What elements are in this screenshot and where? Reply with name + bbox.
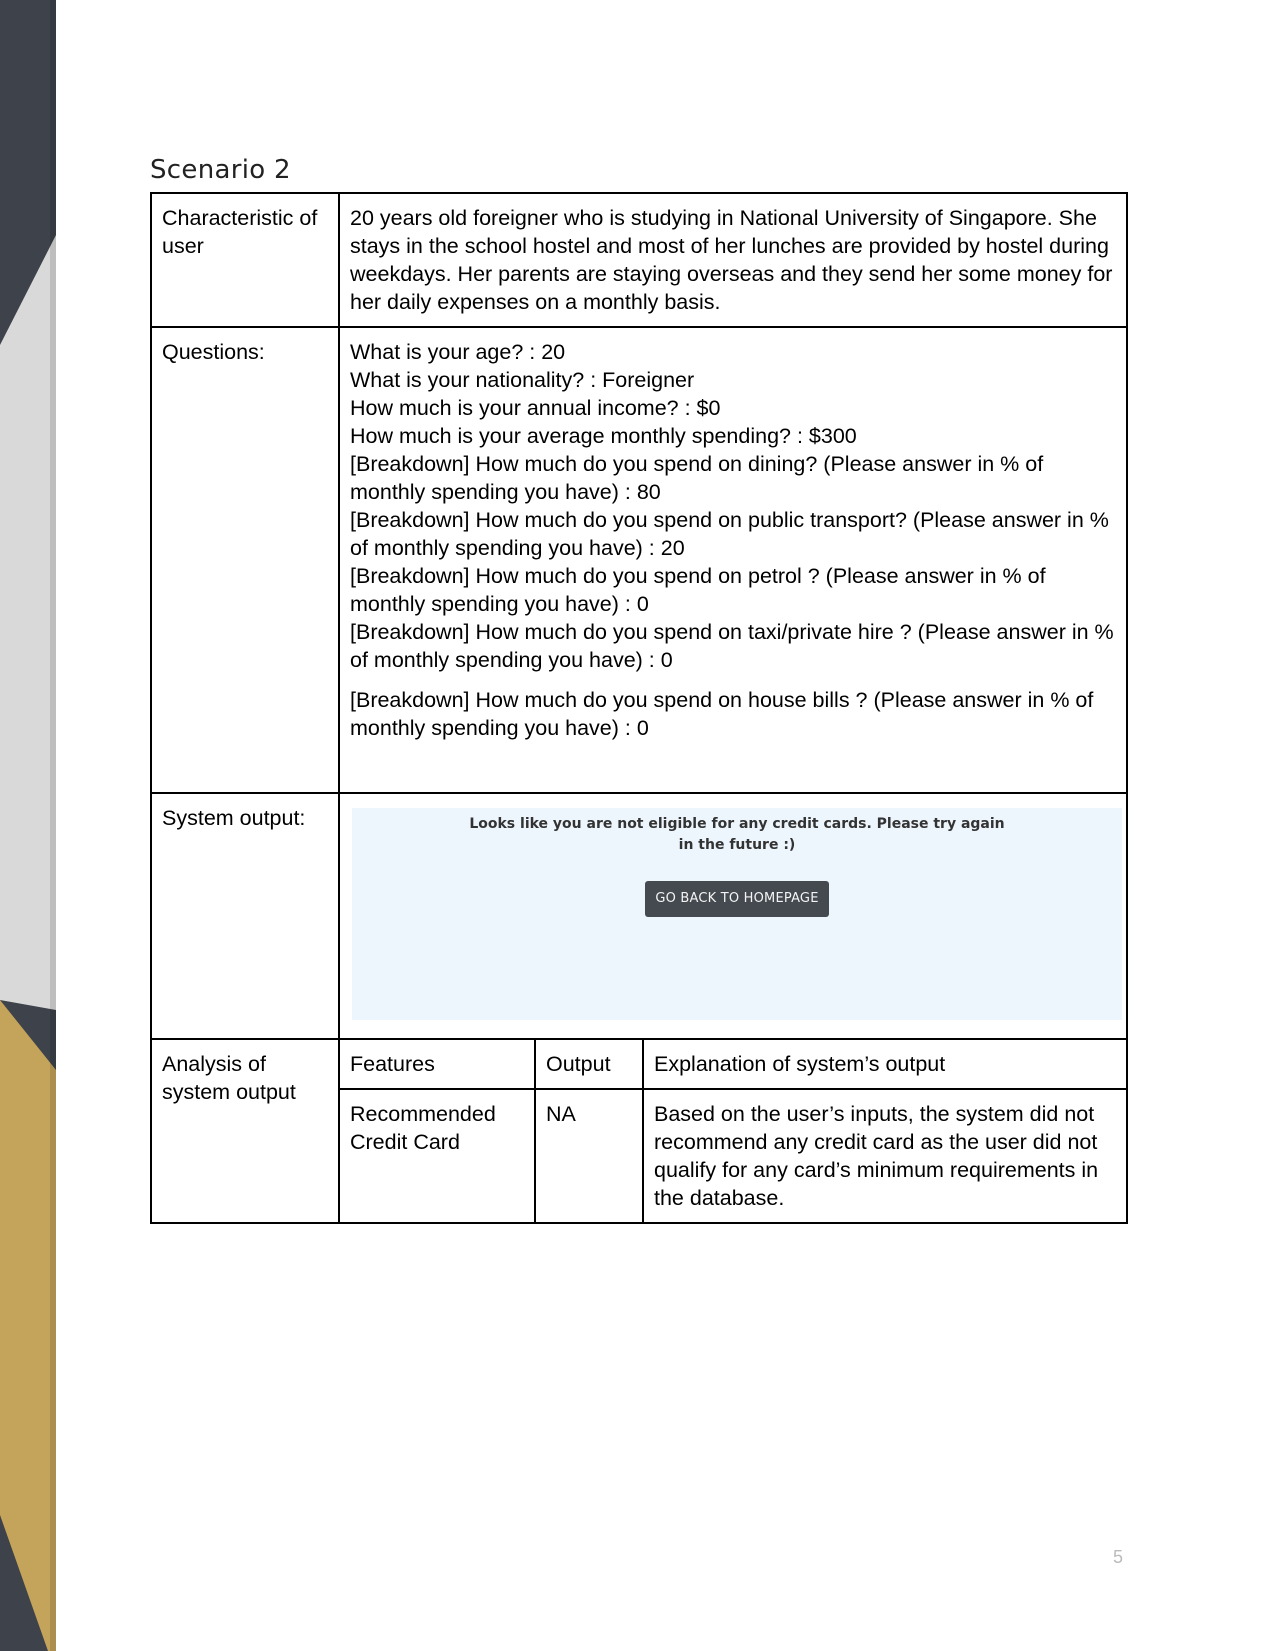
questions-label: Questions: — [151, 327, 339, 793]
question-spacer — [350, 674, 1116, 686]
analysis-table — [340, 1040, 1126, 1222]
analysis-label: Analysis of system output — [151, 1039, 339, 1223]
analysis-header-row — [340, 1040, 1126, 1089]
page-number: 5 — [1113, 1547, 1124, 1567]
questions-row — [151, 327, 1127, 793]
go-back-homepage-button[interactable]: GO BACK TO HOMEPAGE — [645, 881, 828, 917]
ineligible-message: Looks like you are not eligible for any credit cards. Please try again in the future :) — [469, 816, 1005, 853]
scenario-table — [150, 192, 1128, 1224]
decorative-sidebar — [0, 0, 56, 1651]
feature-cell: Recommended Credit Card — [340, 1089, 535, 1222]
explanation-cell: Based on the user’s inputs, the system did not recommend any credit card as the user did not qualify for any card’s minimum requirements in the database. — [643, 1089, 1126, 1222]
question-line: [Breakdown] How much do you spend on house bills ? (Please answer in % of monthly spending you have) : 0 — [350, 688, 1094, 740]
characteristic-text: 20 years old foreigner who is studying in National University of Singapore. She stays in the school hostel and most of her lunches are provided by hostel during weekdays. Her parents are staying overseas and they send her some money for her daily expenses on a monthly basis. — [339, 193, 1127, 327]
system-output-cell — [339, 793, 1127, 1039]
characteristic-row — [151, 193, 1127, 327]
question-line: [Breakdown] How much do you spend on dining? (Please answer in % of monthly spending you have) : 80 — [350, 452, 1044, 504]
question-line: What is your age? : 20 — [350, 340, 566, 364]
characteristic-label: Characteristic of user — [151, 193, 339, 327]
analysis-row — [151, 1039, 1127, 1223]
questions-list — [339, 327, 1127, 793]
output-screenshot-panel — [352, 808, 1122, 1020]
analysis-data-row — [340, 1089, 1126, 1222]
analysis-cell — [339, 1039, 1127, 1223]
output-cell: NA — [535, 1089, 643, 1222]
question-line: [Breakdown] How much do you spend on public transport? (Please answer in % of monthly spending you have) : 20 — [350, 508, 1109, 560]
header-features: Features — [340, 1040, 535, 1089]
scenario-heading: Scenario 2 — [150, 155, 291, 185]
system-output-row — [151, 793, 1127, 1039]
header-output: Output — [535, 1040, 643, 1089]
question-line: [Breakdown] How much do you spend on petrol ? (Please answer in % of monthly spending you have) : 0 — [350, 564, 1046, 616]
header-explanation: Explanation of system’s output — [643, 1040, 1126, 1089]
question-line: [Breakdown] How much do you spend on taxi/private hire ? (Please answer in % of monthly spending you have) : 0 — [350, 620, 1114, 672]
question-line: How much is your annual income? : $0 — [350, 396, 721, 420]
system-output-label: System output: — [151, 793, 339, 1039]
question-line: What is your nationality? : Foreigner — [350, 368, 695, 392]
question-line: How much is your average monthly spending? : $300 — [350, 424, 857, 448]
